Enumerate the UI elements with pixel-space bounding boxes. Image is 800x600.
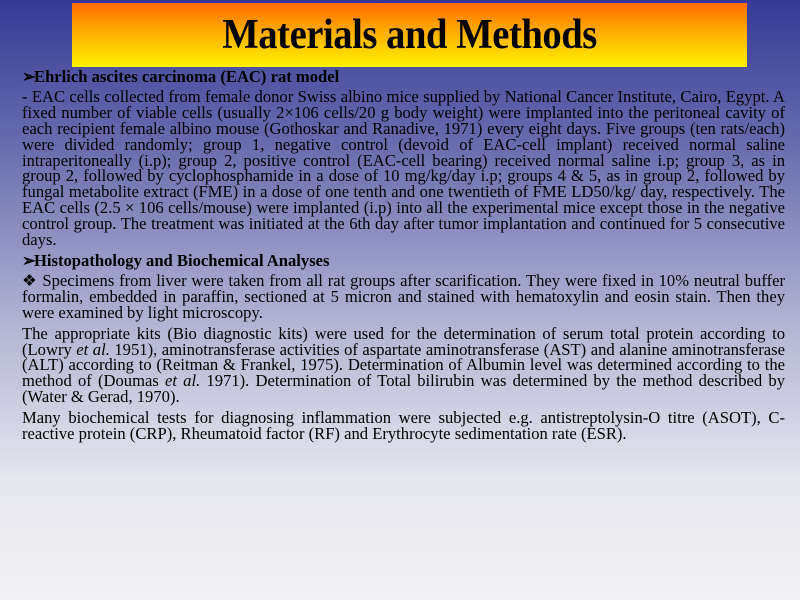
paragraph-specimens <box>22 270 785 322</box>
paragraph-text: 1951), aminotransferase activities of aspartate aminotransferase (AST) and alanine aminotransferase (ALT) according to (Reitman & Frankel, 1975). Determination of Albumin level was determined according to the method of (Doumas <box>22 339 785 391</box>
citation-etal: et al. <box>165 371 201 391</box>
paragraph-text: 1971). Determination of Total bilirubin was determined by the method described by (Water & Gerad, 1970). <box>22 371 785 407</box>
slide-body <box>22 69 785 447</box>
slide-title: Materials and Methods <box>222 12 597 58</box>
section-heading-eac-model <box>22 69 785 85</box>
paragraph-inflammation-tests: Many biochemical tests for diagnosing inflammation were subjected e.g. antistreptolysin-O titre (ASOT), C-reactive protein (CRP), Rheumatoid factor (RF) and Erythrocyte sedimentation rate (ESR). <box>22 408 785 444</box>
heading-text: Histopathology and Biochemical Analyses <box>34 250 330 270</box>
paragraph-text: Specimens from liver were taken from all rat groups after scarification. They were fixed in 10% neutral buffer formalin, embedded in paraffin, sectioned at 5 micron and stained with hematoxylin and eosin stain. Then they were examined by light microscopy. <box>22 270 785 322</box>
paragraph-text: The appropriate kits (Bio diagnostic kits) were used for the determination of serum total protein according to (Lowry <box>22 323 785 359</box>
title-banner <box>72 3 747 67</box>
section-heading-histopathology <box>22 250 785 270</box>
citation-etal: et al. <box>76 339 110 359</box>
paragraph-eac-model: - EAC cells collected from female donor Swiss albino mice supplied by National Cancer Institute, Cairo, Egypt. A fixed number of viable cells (usually 2×106 cells/20 g body weight) were implanted into the peritoneal cavity of each recipient female albino mouse (Gothoskar and Ranadive, 1971) every eight days. Five groups (ten rats/each) were divided randomly; group 1, negative control (devoid of EAC-cell implant) received normal saline intraperitoneally (i.p); group 2, positive control (EAC-cell bearing) received normal saline i.p; group 3, as in group 2, followed by cyclophosphamide in a dose of 10 mg/kg/day i.p; groups 4 & 5, as in group 2, followed by fungal metabolite extract (FME) in a dose of one tenth and one twentieth of FME LD50/kg/ day, respectively. The EAC cells (2.5 × 106 cells/mouse) were implanted (i.p) into all the experimental mice except those in the negative control group. The treatment was initiated at the 6th day after tumor implantation and continued for 5 consecutive days. <box>22 86 785 250</box>
arrow-bullet-icon: ➢ <box>22 67 36 86</box>
heading-text: Ehrlich ascites carcinoma (EAC) rat model <box>34 67 340 86</box>
arrow-bullet-icon: ➢ <box>22 250 36 270</box>
diamond-bullet-icon: ❖ <box>22 270 38 290</box>
paragraph-kits <box>22 323 785 407</box>
